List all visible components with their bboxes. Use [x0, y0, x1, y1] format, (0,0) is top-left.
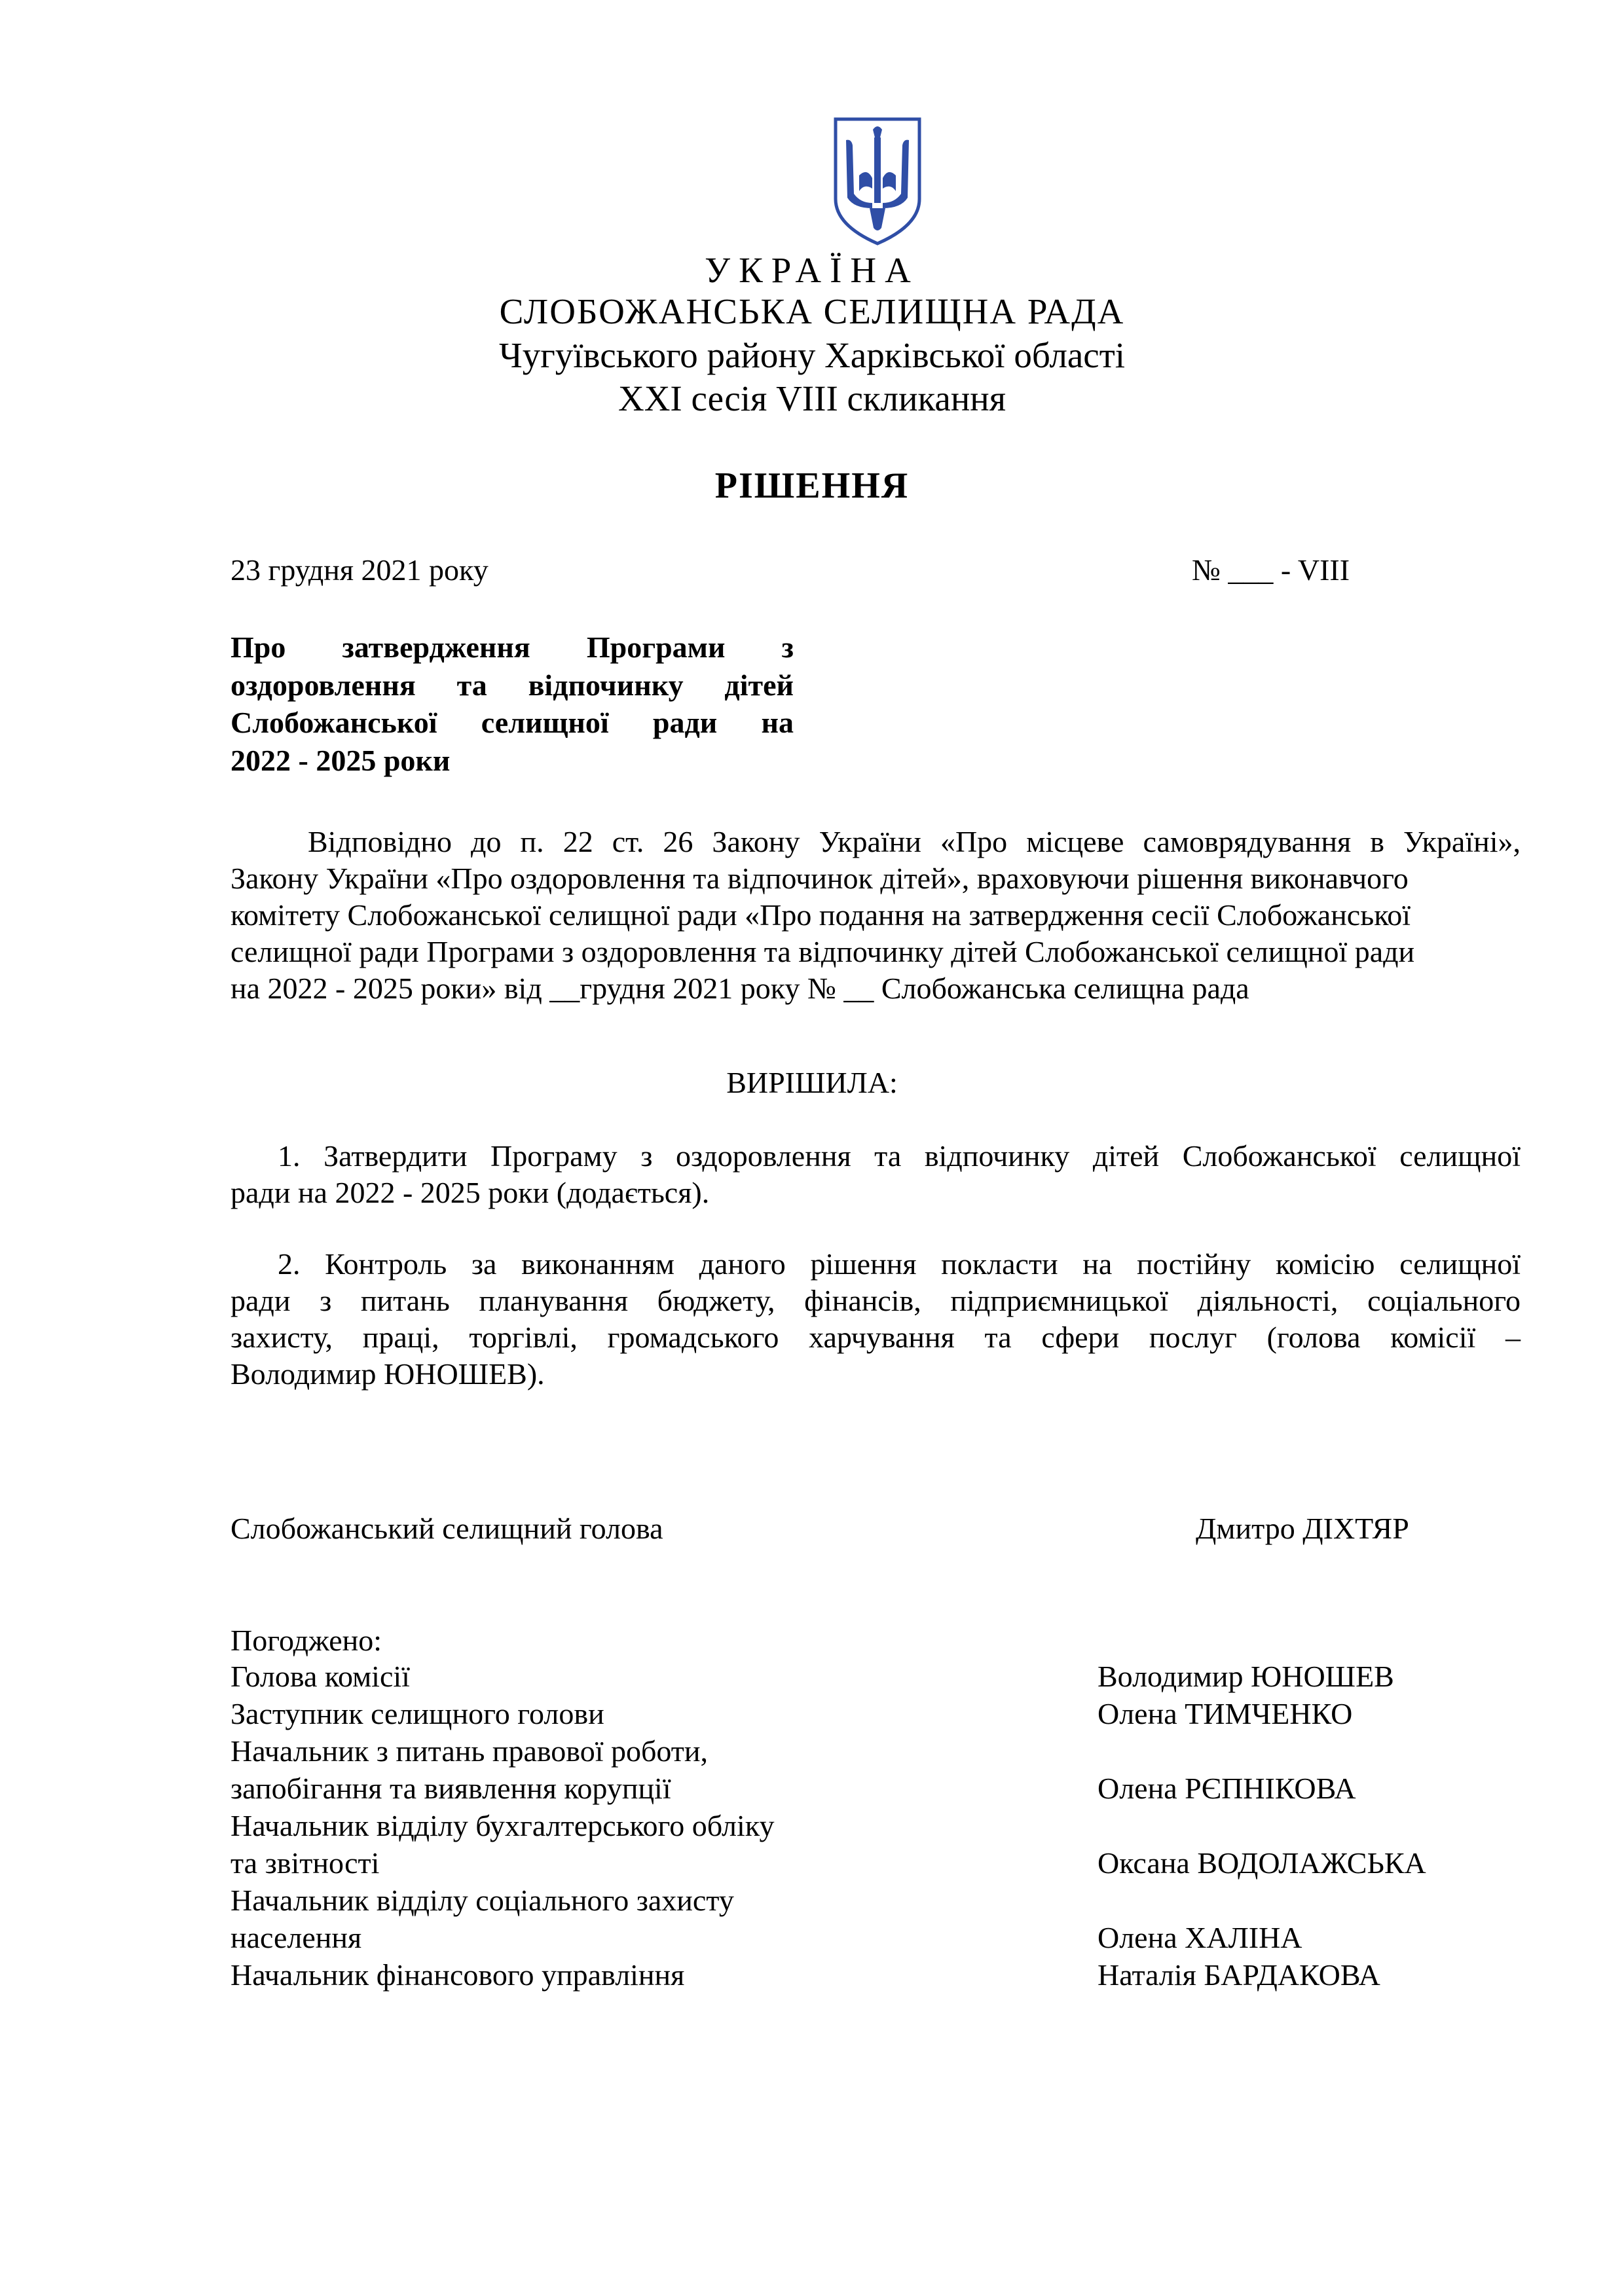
item-line: 2. Контроль за виконанням даного рішення покласти на постійну комісію селищної: [278, 1247, 1521, 1281]
signatory-name: Дмитро ДІХТЯР: [1196, 1512, 1409, 1545]
item-line: Володимир ЮНОШЕВ).: [231, 1357, 545, 1391]
preamble-line: селищної ради Програми з оздоровлення та відпочинку дітей Слобожанської селищної ради: [231, 935, 1415, 968]
approver-position: Начальник відділу бухгалтерського обліку: [231, 1809, 775, 1842]
decision-item: [231, 1138, 1521, 1211]
approver-position: запобігання та виявлення корупції: [231, 1772, 671, 1805]
approver-position: Начальник фінансового управління: [231, 1958, 685, 1992]
approver-name: Наталія БАРДАКОВА: [1098, 1958, 1380, 1992]
subject-line: Слобожанської селищної ради на: [231, 706, 794, 739]
header-session: XXI сесія VIII скликання: [618, 378, 1006, 418]
resolved-heading: ВИРІШИЛА:: [726, 1066, 898, 1099]
preamble-line: Відповідно до п. 22 ст. 26 Закону України «Про місцеве самоврядування в Україні»,: [308, 825, 1521, 858]
approver-position: Начальник відділу соціального захисту: [231, 1884, 734, 1917]
approver-position: Начальник з питань правової роботи,: [231, 1734, 708, 1768]
subject-line: оздоровлення та відпочинку дітей: [231, 668, 794, 702]
decision-subject: [231, 629, 794, 779]
approver-name: Олена РЄПНІКОВА: [1098, 1772, 1356, 1805]
preamble-paragraph: [231, 824, 1521, 1007]
document-type-title: РІШЕННЯ: [714, 465, 910, 506]
approver-position: Голова комісії: [231, 1660, 410, 1693]
approval-label: Погоджено:: [231, 1624, 382, 1657]
subject-line: 2022 - 2025 роки: [231, 743, 451, 777]
header-council: СЛОБОЖАНСЬКА СЕЛИЩНА РАДА: [499, 291, 1125, 331]
approver-name: Олена ХАЛІНА: [1098, 1921, 1302, 1954]
subject-line: Про затвердження Програми з: [231, 630, 794, 664]
trident-coat-of-arms-icon: [832, 115, 923, 246]
approver-position: та звітності: [231, 1846, 380, 1880]
signatory-title: Слобожанський селищний голова: [231, 1512, 663, 1545]
approver-name: Оксана ВОДОЛАЖСЬКА: [1098, 1846, 1426, 1880]
approver-position: Заступник селищного голови: [231, 1697, 604, 1730]
item-line: захисту, праці, торгівлі, громадського харчування та сфери послуг (голова комісії –: [231, 1321, 1521, 1354]
item-line: ради з питань планування бюджету, фінансів, підприємницької діяльності, соціального: [231, 1284, 1521, 1317]
item-line: ради на 2022 - 2025 роки (додається).: [231, 1176, 710, 1209]
header-district: Чугуївського району Харківської області: [498, 335, 1126, 375]
header-country: УКРАЇНА: [705, 250, 919, 290]
decision-number: № ___ - VIII: [1192, 553, 1350, 587]
approver-position: населення: [231, 1921, 362, 1954]
decision-date: 23 грудня 2021 року: [231, 553, 489, 587]
approver-name: Олена ТИМЧЕНКО: [1098, 1697, 1353, 1730]
preamble-line: Закону України «Про оздоровлення та відпочинок дітей», враховуючи рішення виконавчого: [231, 862, 1409, 895]
decision-item: [231, 1246, 1521, 1393]
approver-name: Володимир ЮНОШЕВ: [1098, 1660, 1394, 1693]
preamble-line: комітету Слобожанської селищної ради «Про подання на затвердження сесії Слобожанської: [231, 898, 1411, 932]
preamble-line: на 2022 - 2025 роки» від __грудня 2021 року № __ Слобожанська селищна рада: [231, 972, 1249, 1005]
item-line: 1. Затвердити Програму з оздоровлення та відпочинку дітей Слобожанської селищної: [278, 1139, 1521, 1173]
